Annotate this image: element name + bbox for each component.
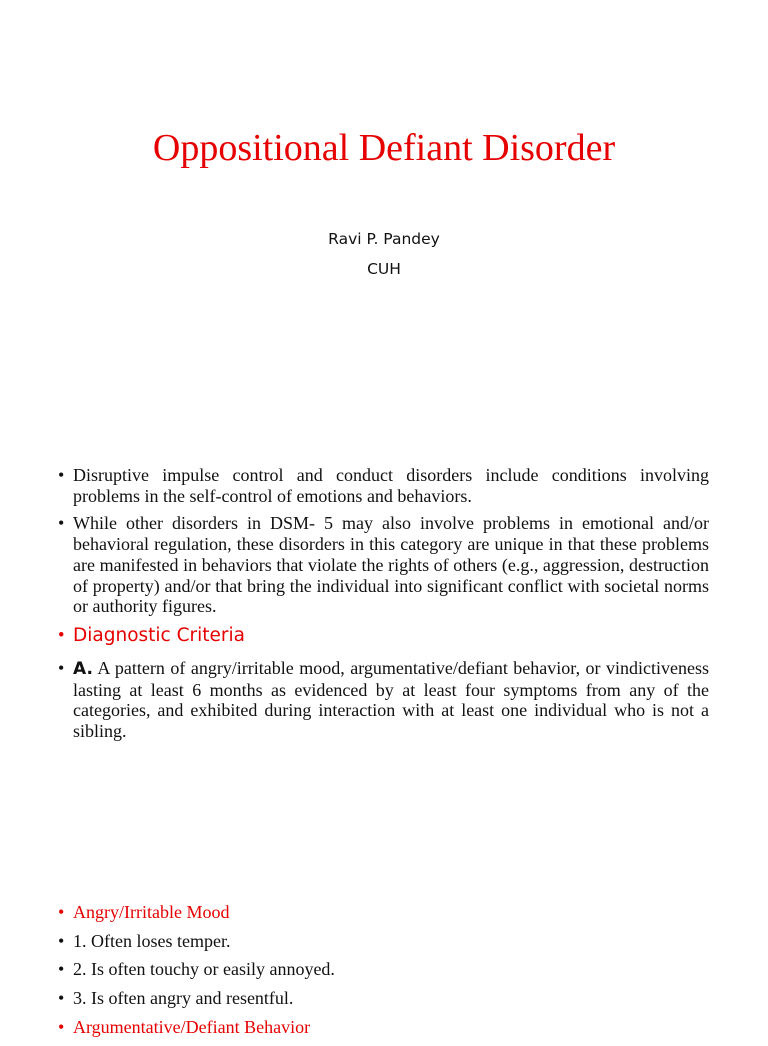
criterion-item [58, 658, 709, 742]
symptom-item [58, 959, 709, 980]
bullet-item [58, 513, 709, 617]
bullet-text: Disruptive impulse control and conduct disorders include conditions involving problems in the self-control of emotions and behaviors. [73, 465, 709, 506]
symptom-text: 3. Is often angry and resentful. [73, 988, 294, 1009]
bullet-dot: • [58, 625, 65, 646]
bullet-text: While other disorders in DSM- 5 may also involve problems in emotional and/or behavioral regulation, these disorders in this category are unique in that these problems are manifested in behaviors that violate the rights of others (e.g., aggression, destruction of property) and/or that bring the individual into significant conflict with societal norms or authority figures. [73, 513, 709, 617]
diagnostic-criteria-heading [58, 624, 709, 648]
category-heading-text: Angry/Irritable Mood [73, 902, 230, 922]
bullet-dot: • [58, 513, 65, 534]
symptom-text: 1. Often loses temper. [73, 930, 231, 951]
symptom-item [58, 988, 709, 1009]
bullet-dot: • [58, 988, 65, 1009]
slide2-bullet-list [58, 465, 709, 742]
bullet-item [58, 465, 709, 506]
author-name: Ravi P. Pandey [328, 230, 440, 248]
bullet-dot: • [58, 465, 65, 485]
category-heading [58, 1017, 709, 1038]
bullet-dot: • [58, 657, 65, 678]
symptom-text: 2. Is often touchy or easily annoyed. [73, 959, 335, 980]
bullet-dot: • [58, 1016, 65, 1037]
bullet-dot: • [58, 930, 65, 951]
slide-title: Oppositional Defiant Disorder [152, 127, 616, 169]
criterion-text: A pattern of angry/irritable mood, argumentative/defiant behavior, or vindictiveness lasting at least 6 months as evidenced by at least four symptoms from any of the categories, and exhibited during interaction with at least one individual who is not a sibling. [73, 657, 709, 742]
category-heading [58, 902, 709, 923]
bullet-dot: • [58, 902, 65, 922]
organization-name: CUH [367, 260, 401, 278]
category-heading-text: Argumentative/Defiant Behavior [73, 1016, 311, 1037]
bullet-dot: • [58, 959, 65, 980]
heading-text: Diagnostic Criteria [73, 624, 245, 646]
symptom-item [58, 931, 709, 952]
criterion-label: A. [73, 658, 93, 679]
